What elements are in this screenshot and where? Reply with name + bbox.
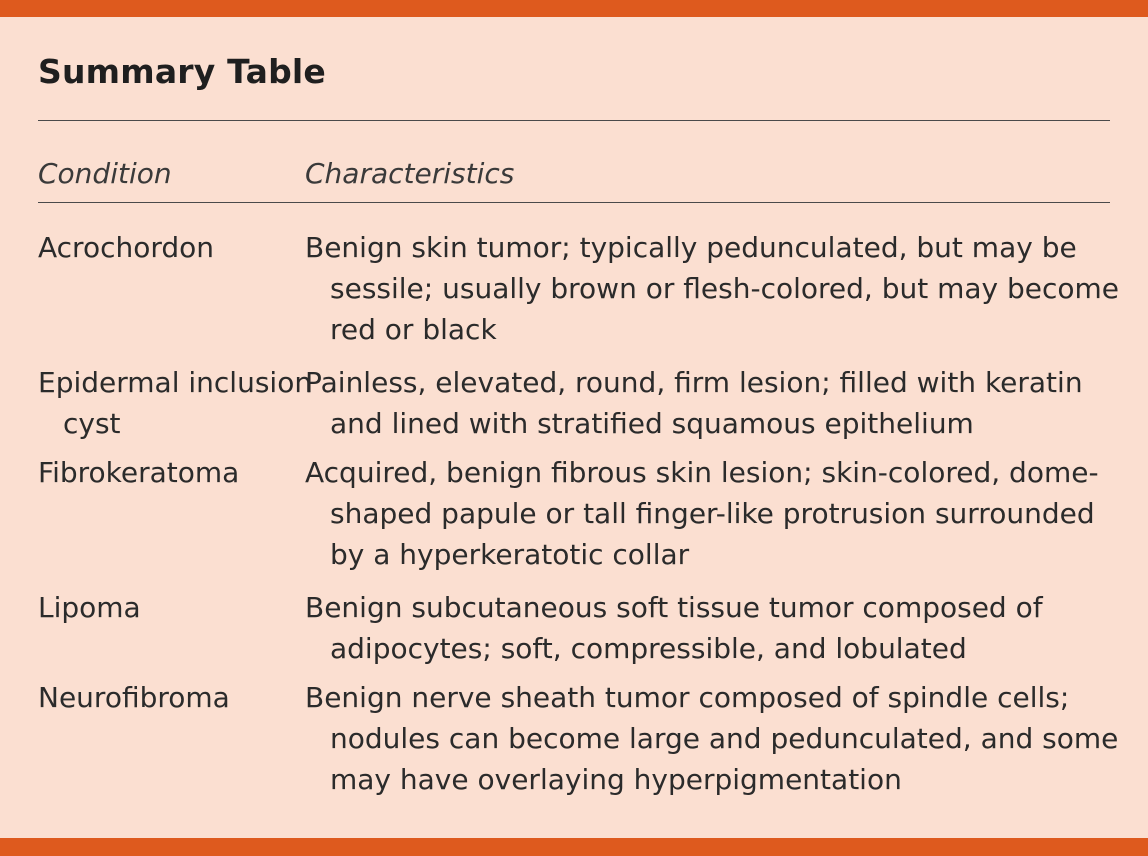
characteristics-cell: Painless, elevated, round, firm lesion; filled with keratin and lined with stratified squamous epithelium bbox=[305, 366, 1083, 440]
title-divider bbox=[38, 120, 1110, 121]
condition-cell: Lipoma bbox=[38, 591, 141, 624]
condition-cell: Epidermal inclusion cyst bbox=[38, 366, 313, 440]
condition-cell: Neurofibroma bbox=[38, 681, 230, 714]
bottom-accent-bar bbox=[0, 838, 1148, 856]
condition-cell: Acrochordon bbox=[38, 231, 215, 264]
column-header-characteristics: Characteristics bbox=[305, 157, 515, 190]
characteristics-cell: Benign nerve sheath tumor composed of spindle cells; nodules can become large and pedunculated, and some may have overlaying hyperpigmentation bbox=[305, 681, 1119, 796]
table-title: Summary Table bbox=[38, 52, 327, 91]
condition-cell: Fibrokeratoma bbox=[38, 456, 240, 489]
characteristics-cell: Benign subcutaneous soft tissue tumor composed of adipocytes; soft, compressible, and lobulated bbox=[305, 591, 1043, 665]
column-header-condition: Condition bbox=[38, 157, 172, 190]
header-divider bbox=[38, 202, 1110, 203]
top-accent-bar bbox=[0, 0, 1148, 17]
characteristics-cell: Benign skin tumor; typically pedunculated, but may be sessile; usually brown or flesh-colored, but may become red or black bbox=[305, 231, 1120, 346]
characteristics-cell: Acquired, benign fibrous skin lesion; skin-colored, dome-shaped papule or tall finger-like protrusion surrounded by a hyperkeratotic collar bbox=[305, 456, 1099, 571]
